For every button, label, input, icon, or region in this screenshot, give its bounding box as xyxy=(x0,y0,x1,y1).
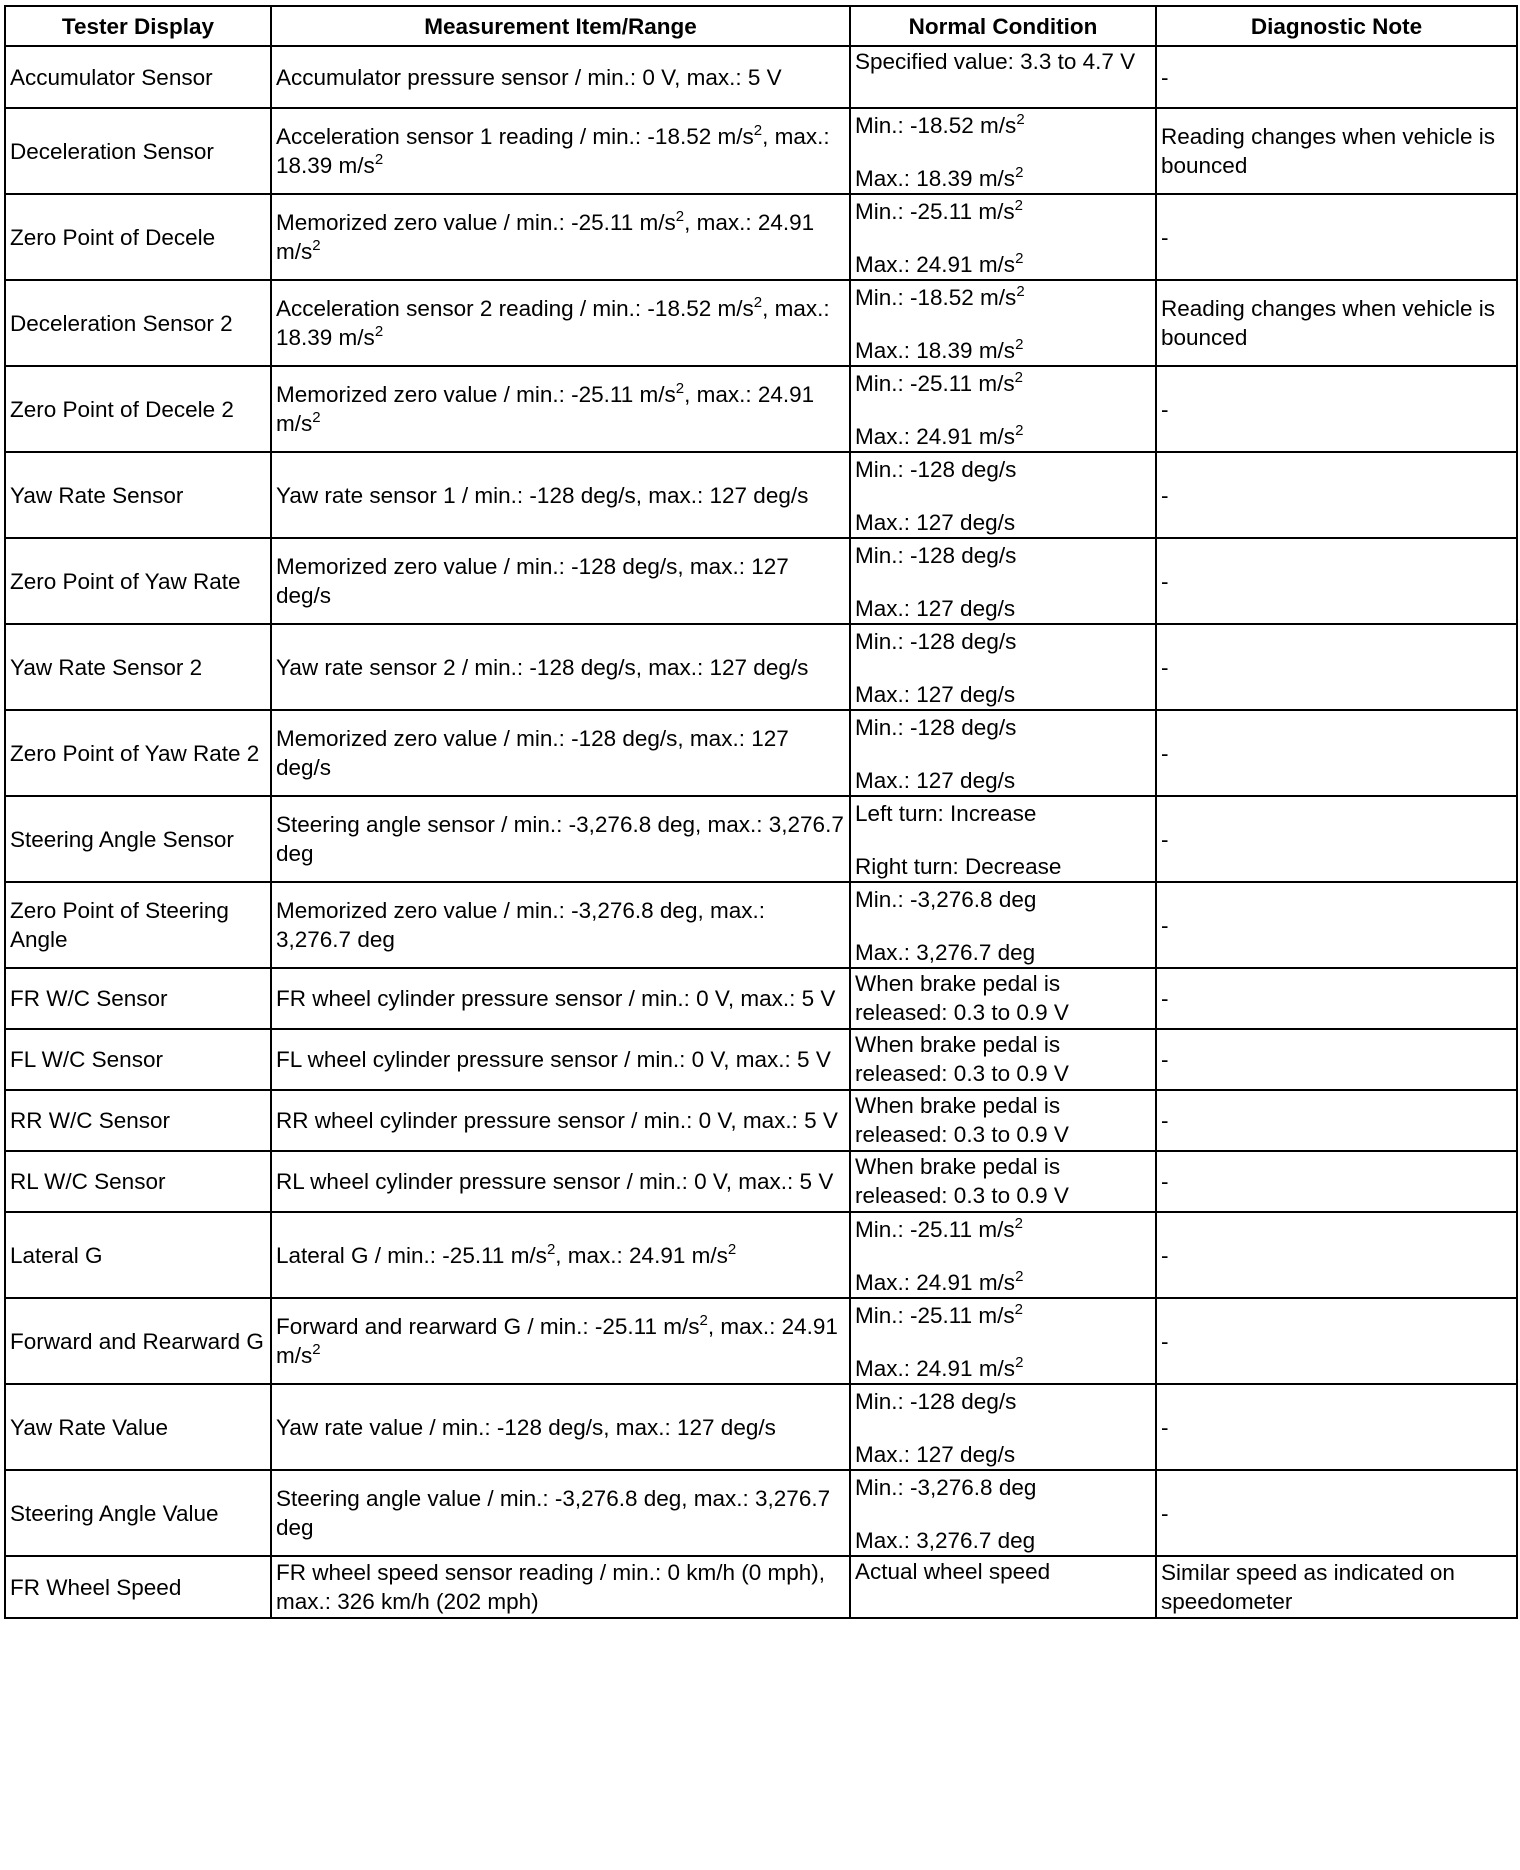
normal-condition-min: Left turn: Increase xyxy=(855,801,1037,826)
cell-measurement-range: FR wheel cylinder pressure sensor / min.: 0 V, max.: 5 V xyxy=(271,968,850,1029)
table-row xyxy=(5,1151,1517,1212)
normal-condition-max: Max.: 127 deg/s xyxy=(855,596,1016,621)
cell-measurement-range: Accumulator pressure sensor / min.: 0 V, max.: 5 V xyxy=(271,46,850,108)
cell-normal-condition xyxy=(850,1470,1156,1556)
superscript: 2 xyxy=(1016,283,1025,300)
cell-diagnostic-note: - xyxy=(1156,968,1517,1029)
normal-condition-text: Specified value: 3.3 to 4.7 V xyxy=(855,49,1136,74)
cell-measurement-range: Lateral G / min.: -25.11 $m/s^2$, max.: 24.91 $m/s^2$ xyxy=(271,1212,850,1298)
header-row xyxy=(5,6,1517,46)
cell-tester-display: Yaw Rate Sensor 2 xyxy=(5,624,271,710)
superscript: 2 xyxy=(1015,336,1024,353)
table-body xyxy=(5,46,1517,1618)
cell-measurement-range: Acceleration sensor 1 reading / min.: -18.52 $m/s^2$, max.: 18.39 $m/s^2$ xyxy=(271,108,850,194)
cell-normal-condition xyxy=(850,1556,1156,1618)
cell-diagnostic-note: - xyxy=(1156,1029,1517,1090)
cell-normal-condition xyxy=(850,1090,1156,1151)
superscript: 2 xyxy=(312,409,321,426)
cell-measurement-range: Memorized zero value / min.: -3,276.8 deg, max.: 3,276.7 deg xyxy=(271,882,850,968)
normal-condition-min: Min.: -25.11 $m/s^2$ xyxy=(855,1301,1023,1328)
cell-normal-condition xyxy=(850,624,1156,710)
normal-condition-max: Max.: 127 deg/s xyxy=(855,510,1016,535)
table-row xyxy=(5,1556,1517,1618)
table-row xyxy=(5,280,1517,366)
superscript: 2 xyxy=(675,380,685,397)
superscript: 2 xyxy=(1014,1301,1023,1318)
table-row xyxy=(5,1029,1517,1090)
superscript: 2 xyxy=(312,237,321,254)
table-row xyxy=(5,968,1517,1029)
cell-tester-display: Zero Point of Yaw Rate xyxy=(5,538,271,624)
superscript: 2 xyxy=(675,208,685,225)
normal-condition-text: When brake pedal is released: 0.3 to 0.9 V xyxy=(855,1154,1069,1208)
superscript: 2 xyxy=(699,1312,708,1329)
normal-condition-text: Actual wheel speed xyxy=(855,1559,1051,1584)
cell-diagnostic-note: - xyxy=(1156,1151,1517,1212)
superscript: 2 xyxy=(374,323,384,340)
normal-condition-min: Min.: -128 deg/s xyxy=(855,715,1017,740)
cell-diagnostic-note: - xyxy=(1156,194,1517,280)
superscript: 2 xyxy=(1014,369,1023,386)
diagnostic-data-table xyxy=(4,5,1518,1619)
normal-condition-max: Max.: 127 deg/s xyxy=(855,768,1016,793)
superscript: 2 xyxy=(753,294,763,311)
table-row xyxy=(5,1298,1517,1384)
cell-tester-display: Zero Point of Steering Angle xyxy=(5,882,271,968)
cell-diagnostic-note: - xyxy=(1156,1384,1517,1470)
cell-normal-condition xyxy=(850,538,1156,624)
normal-condition-min: Min.: -18.52 $m/s^2$ xyxy=(855,283,1025,310)
normal-condition-max: Max.: 24.91 $m/s^2$ xyxy=(855,250,1024,277)
cell-measurement-range: RL wheel cylinder pressure sensor / min.: 0 V, max.: 5 V xyxy=(271,1151,850,1212)
normal-condition-min: Min.: -128 deg/s xyxy=(855,457,1017,482)
normal-condition-max: Right turn: Decrease xyxy=(855,854,1062,879)
cell-diagnostic-note: - xyxy=(1156,710,1517,796)
cell-diagnostic-note: - xyxy=(1156,46,1517,108)
cell-diagnostic-note: - xyxy=(1156,1298,1517,1384)
cell-diagnostic-note: - xyxy=(1156,624,1517,710)
cell-tester-display: Yaw Rate Sensor xyxy=(5,452,271,538)
table-row xyxy=(5,108,1517,194)
table-row xyxy=(5,1090,1517,1151)
normal-condition-min: Min.: -18.52 $m/s^2$ xyxy=(855,111,1025,138)
cell-measurement-range: Yaw rate value / min.: -128 deg/s, max.: 127 deg/s xyxy=(271,1384,850,1470)
cell-measurement-range: Memorized zero value / min.: -25.11 $m/s^2$, max.: 24.91 $m/s^2$ xyxy=(271,366,850,452)
cell-measurement-range: Memorized zero value / min.: -128 deg/s, max.: 127 deg/s xyxy=(271,710,850,796)
superscript: 2 xyxy=(727,1240,737,1258)
superscript: 2 xyxy=(312,1341,321,1358)
cell-normal-condition xyxy=(850,710,1156,796)
table-row xyxy=(5,710,1517,796)
cell-diagnostic-note: - xyxy=(1156,882,1517,968)
cell-normal-condition xyxy=(850,366,1156,452)
cell-normal-condition xyxy=(850,796,1156,882)
table-row xyxy=(5,366,1517,452)
cell-tester-display: RL W/C Sensor xyxy=(5,1151,271,1212)
normal-condition-max: Max.: 3,276.7 deg xyxy=(855,940,1036,965)
cell-diagnostic-note: - xyxy=(1156,366,1517,452)
normal-condition-max: Max.: 24.91 $m/s^2$ xyxy=(855,1354,1024,1381)
cell-normal-condition xyxy=(850,882,1156,968)
superscript: 2 xyxy=(546,1240,556,1258)
cell-measurement-range: Memorized zero value / min.: -128 deg/s, max.: 127 deg/s xyxy=(271,538,850,624)
table-row xyxy=(5,1384,1517,1470)
superscript: 2 xyxy=(374,151,384,168)
cell-diagnostic-note: - xyxy=(1156,1212,1517,1298)
cell-measurement-range: Yaw rate sensor 2 / min.: -128 deg/s, max.: 127 deg/s xyxy=(271,624,850,710)
cell-measurement-range: Forward and rearward G / min.: -25.11 $m/s^2$, max.: 24.91 $m/s^2$ xyxy=(271,1298,850,1384)
cell-diagnostic-note: - xyxy=(1156,538,1517,624)
cell-tester-display: Lateral G xyxy=(5,1212,271,1298)
cell-diagnostic-note: - xyxy=(1156,452,1517,538)
cell-measurement-range: Yaw rate sensor 1 / min.: -128 deg/s, max.: 127 deg/s xyxy=(271,452,850,538)
cell-tester-display: FR Wheel Speed xyxy=(5,1556,271,1618)
superscript: 2 xyxy=(1015,1268,1024,1285)
normal-condition-min: Min.: -128 deg/s xyxy=(855,1389,1017,1414)
cell-tester-display: Forward and Rearward G xyxy=(5,1298,271,1384)
superscript: 2 xyxy=(1015,1354,1024,1371)
table-row xyxy=(5,882,1517,968)
cell-normal-condition xyxy=(850,46,1156,108)
cell-normal-condition xyxy=(850,1298,1156,1384)
normal-condition-min: Min.: -128 deg/s xyxy=(855,629,1017,654)
table-row xyxy=(5,624,1517,710)
normal-condition-max: Max.: 18.39 $m/s^2$ xyxy=(855,336,1024,363)
cell-normal-condition xyxy=(850,1384,1156,1470)
normal-condition-min: Min.: -128 deg/s xyxy=(855,543,1017,568)
cell-normal-condition xyxy=(850,194,1156,280)
normal-condition-max: Max.: 18.39 $m/s^2$ xyxy=(855,164,1024,191)
cell-measurement-range: RR wheel cylinder pressure sensor / min.: 0 V, max.: 5 V xyxy=(271,1090,850,1151)
cell-tester-display: Zero Point of Decele 2 xyxy=(5,366,271,452)
cell-tester-display: Accumulator Sensor xyxy=(5,46,271,108)
superscript: 2 xyxy=(1014,197,1023,214)
cell-tester-display: FR W/C Sensor xyxy=(5,968,271,1029)
cell-diagnostic-note: Reading changes when vehicle is bounced xyxy=(1156,108,1517,194)
cell-normal-condition xyxy=(850,1212,1156,1298)
normal-condition-min: Min.: -25.11 $m/s^2$ xyxy=(855,369,1023,396)
normal-condition-max: Max.: 24.91 $m/s^2$ xyxy=(855,422,1024,449)
cell-measurement-range: FR wheel speed sensor reading / min.: 0 km/h (0 mph), max.: 326 km/h (202 mph) xyxy=(271,1556,850,1618)
normal-condition-max: Max.: 3,276.7 deg xyxy=(855,1528,1036,1553)
cell-normal-condition xyxy=(850,280,1156,366)
normal-condition-text: When brake pedal is released: 0.3 to 0.9 V xyxy=(855,1093,1069,1147)
normal-condition-max: Max.: 127 deg/s xyxy=(855,682,1016,707)
normal-condition-min: Min.: -25.11 $m/s^2$ xyxy=(855,1215,1023,1242)
header-diagnostic-note: Diagnostic Note xyxy=(1156,6,1517,46)
cell-normal-condition xyxy=(850,108,1156,194)
cell-tester-display: Zero Point of Yaw Rate 2 xyxy=(5,710,271,796)
normal-condition-text: When brake pedal is released: 0.3 to 0.9 V xyxy=(855,1032,1069,1086)
cell-measurement-range: Acceleration sensor 2 reading / min.: -18.52 $m/s^2$, max.: 18.39 $m/s^2$ xyxy=(271,280,850,366)
cell-measurement-range: FL wheel cylinder pressure sensor / min.: 0 V, max.: 5 V xyxy=(271,1029,850,1090)
table-row xyxy=(5,46,1517,108)
cell-normal-condition xyxy=(850,1151,1156,1212)
cell-measurement-range: Steering angle sensor / min.: -3,276.8 deg, max.: 3,276.7 deg xyxy=(271,796,850,882)
cell-tester-display: Deceleration Sensor xyxy=(5,108,271,194)
header-tester-display: Tester Display xyxy=(5,6,271,46)
cell-normal-condition xyxy=(850,968,1156,1029)
normal-condition-text: When brake pedal is released: 0.3 to 0.9 V xyxy=(855,971,1069,1025)
superscript: 2 xyxy=(1015,164,1024,181)
normal-condition-min: Min.: -3,276.8 deg xyxy=(855,1475,1037,1500)
cell-diagnostic-note: - xyxy=(1156,1470,1517,1556)
table-row xyxy=(5,194,1517,280)
superscript: 2 xyxy=(1016,111,1025,128)
table-row xyxy=(5,452,1517,538)
cell-tester-display: Steering Angle Sensor xyxy=(5,796,271,882)
cell-tester-display: FL W/C Sensor xyxy=(5,1029,271,1090)
cell-diagnostic-note: Reading changes when vehicle is bounced xyxy=(1156,280,1517,366)
superscript: 2 xyxy=(753,122,763,139)
normal-condition-max: Max.: 127 deg/s xyxy=(855,1442,1016,1467)
superscript: 2 xyxy=(1015,250,1024,267)
cell-diagnostic-note: - xyxy=(1156,1090,1517,1151)
cell-normal-condition xyxy=(850,452,1156,538)
superscript: 2 xyxy=(1015,422,1024,439)
table-row xyxy=(5,796,1517,882)
normal-condition-min: Min.: -3,276.8 deg xyxy=(855,887,1037,912)
table-row xyxy=(5,1212,1517,1298)
cell-tester-display: RR W/C Sensor xyxy=(5,1090,271,1151)
header-normal-condition: Normal Condition xyxy=(850,6,1156,46)
cell-tester-display: Deceleration Sensor 2 xyxy=(5,280,271,366)
cell-tester-display: Zero Point of Decele xyxy=(5,194,271,280)
normal-condition-max: Max.: 24.91 $m/s^2$ xyxy=(855,1268,1024,1295)
cell-measurement-range: Memorized zero value / min.: -25.11 $m/s^2$, max.: 24.91 $m/s^2$ xyxy=(271,194,850,280)
normal-condition-min: Min.: -25.11 $m/s^2$ xyxy=(855,197,1023,224)
cell-diagnostic-note: - xyxy=(1156,796,1517,882)
cell-diagnostic-note: Similar speed as indicated on speedometer xyxy=(1156,1556,1517,1618)
header-measurement-range: Measurement Item/Range xyxy=(271,6,850,46)
superscript: 2 xyxy=(1014,1215,1023,1232)
cell-tester-display: Yaw Rate Value xyxy=(5,1384,271,1470)
cell-normal-condition xyxy=(850,1029,1156,1090)
table-row xyxy=(5,1470,1517,1556)
cell-tester-display: Steering Angle Value xyxy=(5,1470,271,1556)
table-row xyxy=(5,538,1517,624)
cell-measurement-range: Steering angle value / min.: -3,276.8 deg, max.: 3,276.7 deg xyxy=(271,1470,850,1556)
